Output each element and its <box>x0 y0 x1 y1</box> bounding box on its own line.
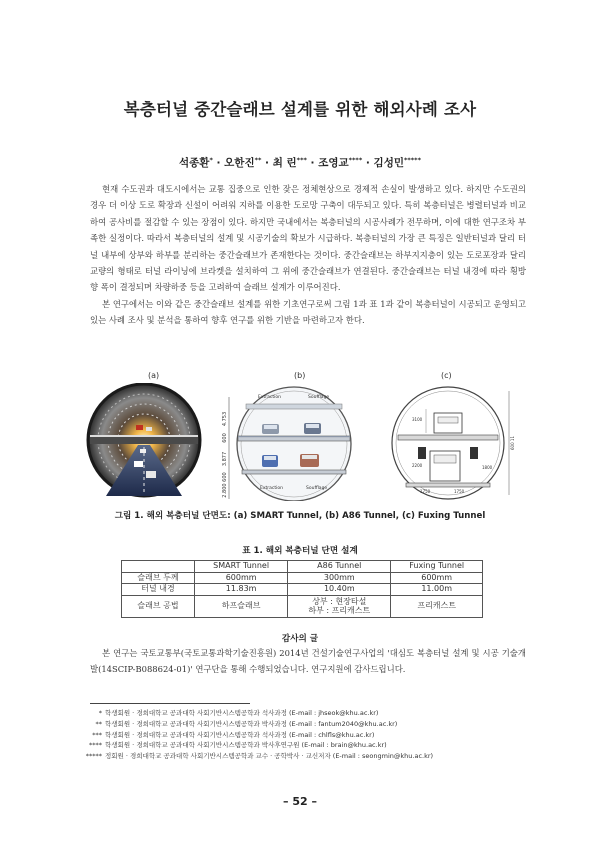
a86-dim-base: 2.800 600 <box>222 472 228 498</box>
table-header: Fuxing Tunnel <box>391 561 483 573</box>
footnote <box>74 719 534 730</box>
table-row <box>122 584 483 596</box>
a86-method-bottom: 하부 : 프리캐스트 <box>308 606 371 615</box>
table-header: SMART Tunnel <box>195 561 288 573</box>
footnote-text: 학생회원 · 경희대학교 공과대학 사회기반시스템공학과 석사과정 (E-mail : jhseok@khu.ac.kr) <box>105 709 379 717</box>
footnote-mark: *** <box>92 730 102 739</box>
a86-method-top: 상부 : 현장타설 <box>312 596 367 606</box>
table-cell: 600mm <box>195 572 288 584</box>
intro-paragraph: 현재 수도권과 대도시에서는 교통 집중으로 인한 잦은 정체현상으로 경제적 손실이 발생하고 있다. 하지만 수도권의 경우 더 이상 도로 확장과 신설이 어려워 지하를 이용한 도로망 구축이 대두되고 있다. 특히 복층터널은 병렬터널과 비교하여 공사비를 절감할 수 있는 장점이 있다. 하지만 국내에서는 복층터널의 시공사례가 전무하며, 이에 대한 연구조차 부족한 실정이다. 따라서 복층터널의 설계 및 시공기술의 확보가 시급하다. 복층터널의 가장 큰 특징은 일반터널과 달리 터널 내부에 상부와 하부를 분리하는 중간슬래브가 존재한다는 것이다. 중간슬래브는 하부지지층이 있는 도로포장과 달리 교량의 형태로 터널 라이닝에 브라켓을 설치하여 그 위에 중간슬래브가 연결된다. 중간슬래브는 터널 내경에 따라 횡방향 폭이 결정되며 차량하중 등을 고려하여 슬래브 설계가 이루어진다. <box>90 184 526 293</box>
table-row-label: 슬래브 두께 <box>122 572 195 584</box>
footnote-mark: * <box>98 709 102 717</box>
footnote-mark: **** <box>89 741 102 750</box>
author-mark: *** <box>296 156 307 164</box>
figure-caption: 그림 1. 해외 복층터널 단면도: (a) SMART Tunnel, (b) A86 Tunnel, (c) Fuxing Tunnel <box>114 511 486 521</box>
footnote-text: 정회원 · 경희대학교 공과대학 사회기반시스템공학과 교수 · 공학박사 · 교신저자 (E-mail : seongmin@khu.ac.kr) <box>105 752 434 761</box>
footnote <box>74 708 534 719</box>
body-paragraphs <box>90 181 526 329</box>
footnotes <box>74 708 534 762</box>
fuxing-section-drawing <box>392 387 515 499</box>
table-cell <box>288 595 391 617</box>
footnote-text: 학생회원 · 경희대학교 공과대학 사회기반시스템공학과 석사과정 (E-mail : chlfls@khu.ac.kr) <box>105 730 375 739</box>
table-header-row <box>122 561 483 573</box>
author-name: 조영교 <box>318 157 349 169</box>
author-mark: * <box>209 156 213 164</box>
table-row <box>122 595 483 617</box>
a86-label-soufflage-top: Soufflage <box>308 395 330 400</box>
footnote-text: 학생회원 · 경희대학교 공과대학 사회기반시스템공학과 박사후연구원 (E-mail : brain@khu.ac.kr) <box>105 741 387 750</box>
author-name: 김성민 <box>373 157 404 169</box>
tunnel-spec-table <box>121 560 483 618</box>
a86-label-extraction-bottom: Extraction <box>260 486 283 491</box>
figure-label-b: (b) <box>294 371 306 380</box>
author-name: 석종환 <box>179 157 210 169</box>
fuxing-dim-4: 1750 <box>454 489 465 494</box>
figure-label-a: (a) <box>148 371 160 380</box>
figure-label-c: (c) <box>441 371 452 380</box>
footnote <box>74 740 534 751</box>
paper-title: 복층터널 중간슬래브 설계를 위한 해외사례 조사 <box>123 100 477 119</box>
table-row <box>122 572 483 584</box>
footnote <box>74 730 534 741</box>
a86-label-soufflage-bottom: Soufflage <box>306 486 328 491</box>
table-caption: 표 1. 해외 복층터널 단면 설계 <box>242 546 358 556</box>
footnote <box>74 751 534 762</box>
table-cell: 11.00m <box>391 584 483 596</box>
smart-tunnel-image <box>88 384 200 496</box>
fuxing-dim-3: 1750 <box>420 489 431 494</box>
a86-dim-slab: 600 <box>222 433 228 443</box>
table-corner <box>122 561 195 573</box>
author-list: 석종환* · 오한진** · 최 린*** · 조영교**** · 김성민***** <box>179 156 421 169</box>
table-cell: 11.83m <box>195 584 288 596</box>
footnote-divider <box>90 703 250 704</box>
author-name: 최 린 <box>272 157 297 169</box>
fuxing-dim-6: 600 11 <box>510 436 515 450</box>
fuxing-dim-5: 1800 <box>482 465 493 470</box>
footnote-mark: ***** <box>85 752 102 761</box>
objective-paragraph: 본 연구에서는 이와 같은 중간슬래브 설계를 위한 기초연구로써 그림 1과 표 1과 같이 복층터널이 시공되고 운영되고 있는 사례 조사 및 분석을 통하여 향후 연구를 위한 기반을 마련하고자 한다. <box>90 298 526 326</box>
author-mark: ***** <box>403 156 421 164</box>
acknowledgment-paragraph: 본 연구는 국토교통부(국토교통과학기술진흥원) 2014년 건설기술연구사업의 '대심도 복층터널 설계 및 시공 기술개발(14SCIP-B088624-01)' 연구단을 통해 수행되었습니다. 연구지원에 감사드립니다. <box>90 648 526 675</box>
table-row-label: 터널 내경 <box>122 584 195 596</box>
acknowledgment-title: 감사의 글 <box>281 634 319 644</box>
table-cell: 300mm <box>288 572 391 584</box>
a86-dim-bottom: 3.877 <box>222 451 228 467</box>
acknowledgment-body <box>90 645 526 678</box>
table-header: A86 Tunnel <box>288 561 391 573</box>
fuxing-dim-2: 2200 <box>412 463 423 468</box>
table-cell: 600mm <box>391 572 483 584</box>
a86-dim-top: 4.753 <box>222 411 228 427</box>
table-cell: 하프슬래브 <box>195 595 288 617</box>
footnote-mark: ** <box>95 719 102 728</box>
footnote-text: 학생회원 · 경희대학교 공과대학 사회기반시스템공학과 박사과정 (E-mail : fantum2040@khu.ac.kr) <box>105 719 398 728</box>
table-cell: 프리캐스트 <box>391 595 483 617</box>
table-row-label: 슬래브 공법 <box>122 595 195 617</box>
tunnel-section-figure <box>86 383 518 501</box>
author-name: 오한진 <box>224 157 255 169</box>
a86-label-extraction-top: Extraction <box>258 395 281 400</box>
author-mark: ** <box>254 156 262 164</box>
author-mark: **** <box>348 156 363 164</box>
a86-section-drawing <box>222 387 351 501</box>
table-cell: 10.40m <box>288 584 391 596</box>
page-number: – 52 – <box>283 795 317 808</box>
fuxing-dim-1: 3100 <box>412 417 423 422</box>
